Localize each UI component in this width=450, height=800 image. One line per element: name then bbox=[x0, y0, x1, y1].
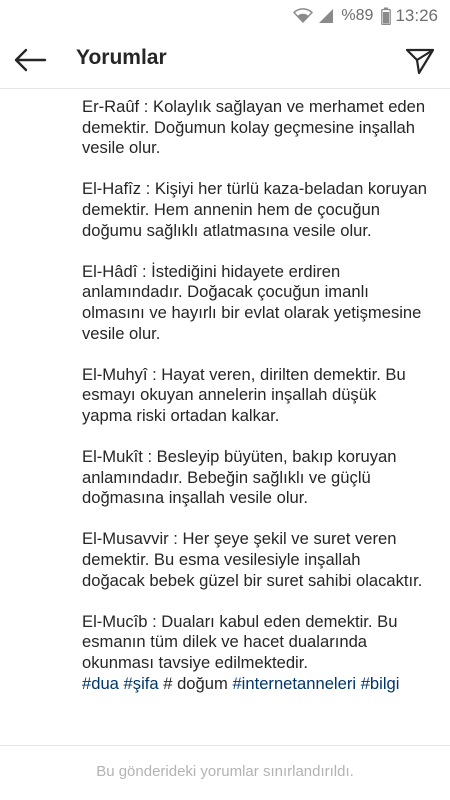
send-icon bbox=[405, 47, 435, 75]
status-bar bbox=[0, 0, 450, 32]
send-button[interactable] bbox=[402, 44, 438, 78]
battery-percentage: %89 bbox=[341, 7, 374, 24]
hashtag-line bbox=[82, 674, 427, 695]
comment-paragraph: El-Mukît : Besleyip büyüten, bakıp koruyan anlamındadır. Bebeğin sağlıklı ve güçlü doğmasına inşallah vesile olur. bbox=[82, 447, 397, 508]
comment-paragraph: El-Hafîz : Kişiyi her türlü kaza-beladan koruyan demektir. Hem annenin hem de çocuğun doğumu sağlıklı atlatmasına vesile olur. bbox=[82, 179, 427, 240]
comment-paragraph: El-Mucîb : Duaları kabul eden demektir. Bu esmanın tüm dilek ve hacet dualarında okunması tavsiye edilmektedir. bbox=[82, 611, 398, 673]
signal-icon bbox=[317, 8, 335, 24]
hashtag-plain-text: # doğum bbox=[163, 673, 228, 693]
comment-paragraph: Er-Raûf : Kolaylık sağlayan ve merhamet eden demektir. Doğumun kolay geçmesine inşallah vesile olur. bbox=[82, 97, 426, 158]
comments-restricted-notice: Bu gönderideki yorumlar sınırlandırıldı. bbox=[96, 763, 354, 780]
hashtag-link[interactable]: #internetanneleri bbox=[232, 673, 357, 693]
page-title: Yorumlar bbox=[76, 46, 167, 69]
comment-paragraph: El-Musavvir : Her şeye şekil ve suret veren demektir. Bu esma vesilesiyle inşallah doğacak bebek güzel bir suret sahibi olacaktır. bbox=[82, 529, 423, 590]
app-header bbox=[0, 32, 450, 89]
battery-icon bbox=[381, 7, 391, 25]
hashtag-link[interactable]: #dua bbox=[82, 673, 119, 693]
comment-text bbox=[82, 97, 427, 737]
arrow-left-icon bbox=[13, 48, 47, 72]
comment-paragraph: El-Hâdî : İstediğini hidayete erdiren anlamındadır. Doğacak çocuğun imanlı olmasını ve hayırlı bir evlat olarak yetişmesine vesile olur. bbox=[82, 261, 422, 343]
back-button[interactable] bbox=[10, 44, 50, 76]
hashtag-link[interactable]: #bilgi bbox=[360, 673, 400, 693]
wifi-icon bbox=[293, 8, 313, 24]
status-time: 13:26 bbox=[395, 6, 438, 25]
comments-footer bbox=[0, 745, 450, 800]
comment-paragraph: El-Muhyî : Hayat veren, dirilten demektir. Bu esmayı okuyan annelerin inşallah düşük yapma riski ortadan kalkar. bbox=[82, 364, 406, 425]
hashtag-link[interactable]: #şifa bbox=[123, 673, 159, 693]
